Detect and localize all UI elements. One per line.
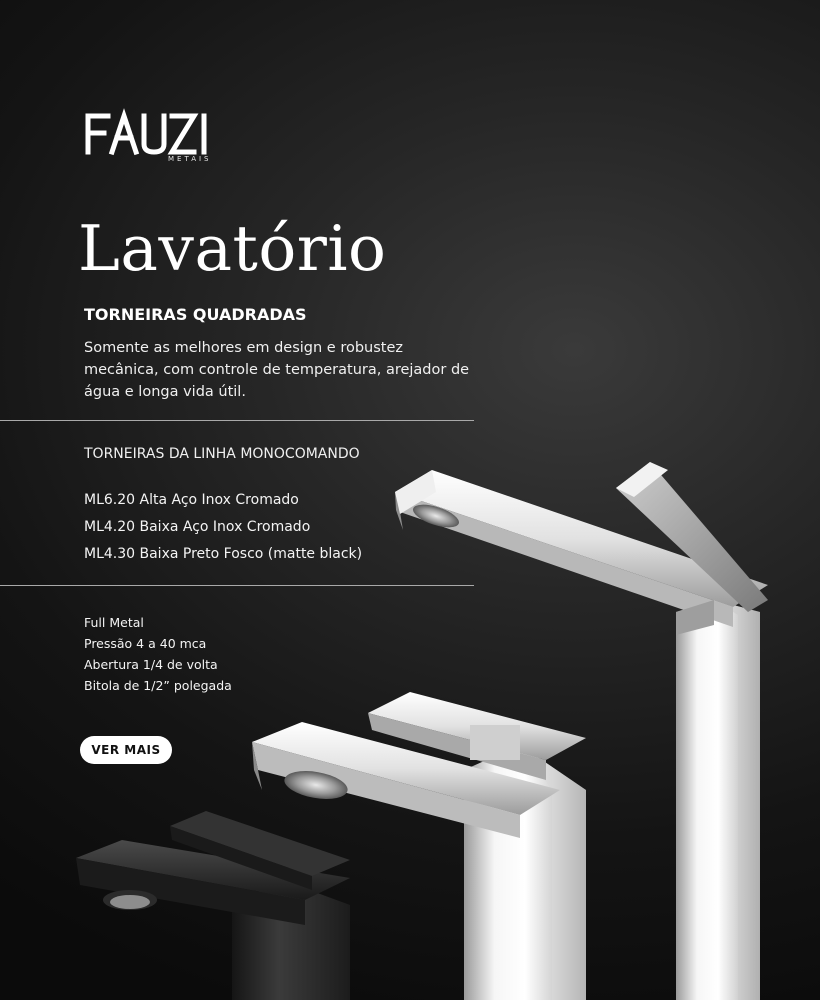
feature-list bbox=[84, 612, 232, 696]
divider-bottom bbox=[0, 585, 474, 586]
model-item: ML4.30 Baixa Preto Fosco (matte black) bbox=[84, 546, 363, 562]
feature-item: Bitola de 1/2” polegada bbox=[84, 678, 232, 693]
model-item: ML6.20 Alta Aço Inox Cromado bbox=[84, 492, 299, 508]
ver-mais-button[interactable]: VER MAIS bbox=[80, 736, 172, 764]
model-item: ML4.20 Baixa Aço Inox Cromado bbox=[84, 519, 311, 535]
product-description: Somente as melhores em design e robustez mecânica, com controle de temperatura, arejador de água e longa vida útil. bbox=[84, 340, 470, 400]
product-line-heading: TORNEIRAS DA LINHA MONOCOMANDO bbox=[84, 446, 360, 462]
page-title: Lavatório bbox=[78, 212, 387, 285]
feature-item: Pressão 4 a 40 mca bbox=[84, 636, 207, 651]
feature-item: Full Metal bbox=[84, 615, 144, 630]
model-list bbox=[84, 487, 362, 568]
black-faucet bbox=[76, 811, 350, 1000]
brand-tagline: METAIS bbox=[168, 155, 212, 163]
divider-top bbox=[0, 420, 474, 421]
section-subtitle: TORNEIRAS QUADRADAS bbox=[84, 305, 307, 324]
feature-item: Abertura 1/4 de volta bbox=[84, 657, 218, 672]
